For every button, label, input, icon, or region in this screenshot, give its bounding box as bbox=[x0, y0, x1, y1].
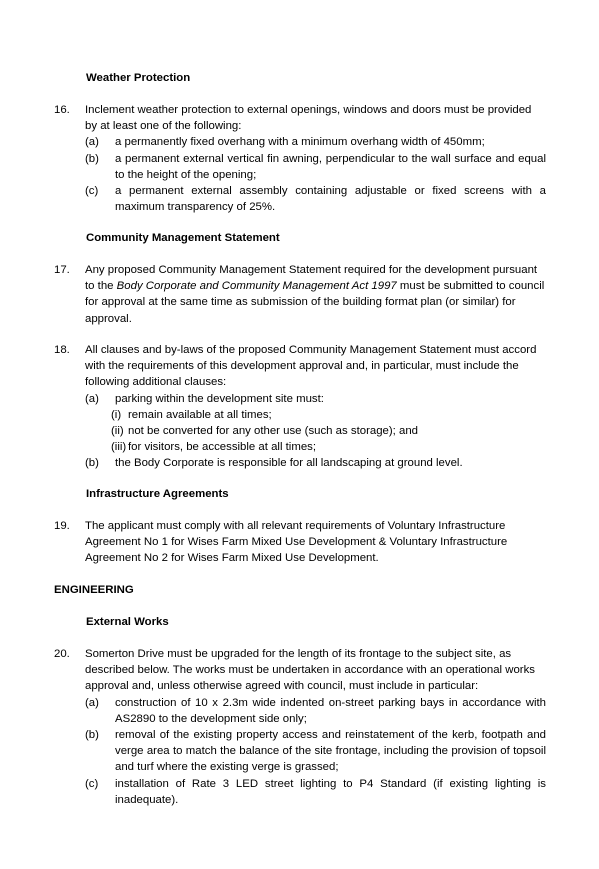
sub-label: (iii) bbox=[111, 441, 127, 454]
text-run: must be submitted to council for approval at the same time as submission of the building format plan (or similar) for approval. bbox=[85, 280, 545, 325]
sub-item bbox=[85, 439, 546, 455]
item-text: a permanent external assembly containing adjustable or fixed screens with a maximum transparency of 25%. bbox=[115, 185, 546, 214]
clause-number: 19. bbox=[54, 520, 70, 532]
list-item bbox=[85, 776, 546, 808]
sub-label: (i) bbox=[111, 408, 122, 421]
heading-external-works: External Works bbox=[86, 616, 169, 628]
list-item bbox=[85, 727, 546, 776]
item-label: (b) bbox=[85, 729, 99, 742]
sub-label: (ii) bbox=[111, 425, 124, 438]
list-item bbox=[85, 455, 546, 471]
heading-infrastructure-agreements: Infrastructure Agreements bbox=[86, 488, 229, 500]
clause-18 bbox=[54, 342, 546, 472]
sub-item bbox=[85, 423, 546, 439]
list-item bbox=[85, 695, 546, 727]
item-text: removal of the existing property access and reinstatement of the kerb, footpath and verge area to match the balance of the site frontage, including the provision of topsoil and turf where the existing verge is grassed; bbox=[115, 729, 546, 774]
item-label: (c) bbox=[85, 185, 99, 198]
clause-17 bbox=[54, 262, 546, 327]
list-item bbox=[85, 391, 546, 407]
list-item bbox=[85, 183, 546, 215]
clause-text: All clauses and by-laws of the proposed Community Management Statement must accord with the requirements of this development approval and, in particular, must include the following additional clauses: bbox=[85, 344, 537, 389]
item-label: (a) bbox=[85, 696, 99, 709]
list-item bbox=[85, 134, 546, 150]
clause-text bbox=[85, 262, 546, 327]
heading-engineering: ENGINEERING bbox=[54, 584, 134, 596]
item-text: construction of 10 x 2.3m wide indented on-street parking bays in accordance with AS2890 to the development side only; bbox=[115, 696, 546, 725]
text-run: Any proposed Community Management Statement required for the development pursuant to the bbox=[85, 264, 538, 293]
sub-item bbox=[85, 407, 546, 423]
heading-community-management: Community Management Statement bbox=[86, 232, 280, 244]
item-text: parking within the development site must: bbox=[115, 392, 324, 405]
clause-text: Somerton Drive must be upgraded for the length of its frontage to the subject site, as described below. The works must be undertaken in accordance with an operational works approval and, unless otherwise agreed with council, must include in particular: bbox=[85, 648, 535, 693]
item-label: (a) bbox=[85, 392, 99, 405]
item-text: a permanent external vertical fin awning, perpendicular to the wall surface and equal to the height of the opening; bbox=[115, 152, 546, 181]
heading-weather-protection: Weather Protection bbox=[86, 72, 191, 84]
sub-text: for visitors, be accessible at all times; bbox=[128, 441, 317, 454]
item-label: (c) bbox=[85, 777, 99, 790]
clause-number: 18. bbox=[54, 344, 70, 356]
clause-text: Inclement weather protection to external openings, windows and doors must be provided by at least one of the following: bbox=[85, 104, 532, 133]
item-text: a permanently fixed overhang with a minimum overhang width of 450mm; bbox=[115, 136, 485, 149]
clause-20 bbox=[54, 646, 546, 808]
item-text: installation of Rate 3 LED street lighting to P4 Standard (if existing lighting is inadequate). bbox=[115, 777, 546, 806]
clause-number: 20. bbox=[54, 648, 70, 660]
sub-text: remain available at all times; bbox=[128, 408, 272, 421]
clause-number: 17. bbox=[54, 264, 70, 276]
clause-number: 16. bbox=[54, 104, 70, 116]
item-label: (a) bbox=[85, 136, 99, 149]
clause-16 bbox=[54, 102, 546, 215]
act-title: Body Corporate and Community Management Act 1997 bbox=[116, 280, 397, 293]
item-text: the Body Corporate is responsible for all landscaping at ground level. bbox=[115, 457, 463, 470]
item-label: (b) bbox=[85, 457, 99, 470]
clause-text: The applicant must comply with all relevant requirements of Voluntary Infrastructure Agreement No 1 for Wises Farm Mixed Use Development & Voluntary Infrastructure Agreement No 2 for Wises Farm Mixed Use Development. bbox=[85, 520, 508, 565]
item-label: (b) bbox=[85, 152, 99, 165]
clause-19 bbox=[54, 518, 546, 567]
list-item bbox=[85, 151, 546, 183]
sub-text: not be converted for any other use (such as storage); and bbox=[128, 425, 418, 438]
